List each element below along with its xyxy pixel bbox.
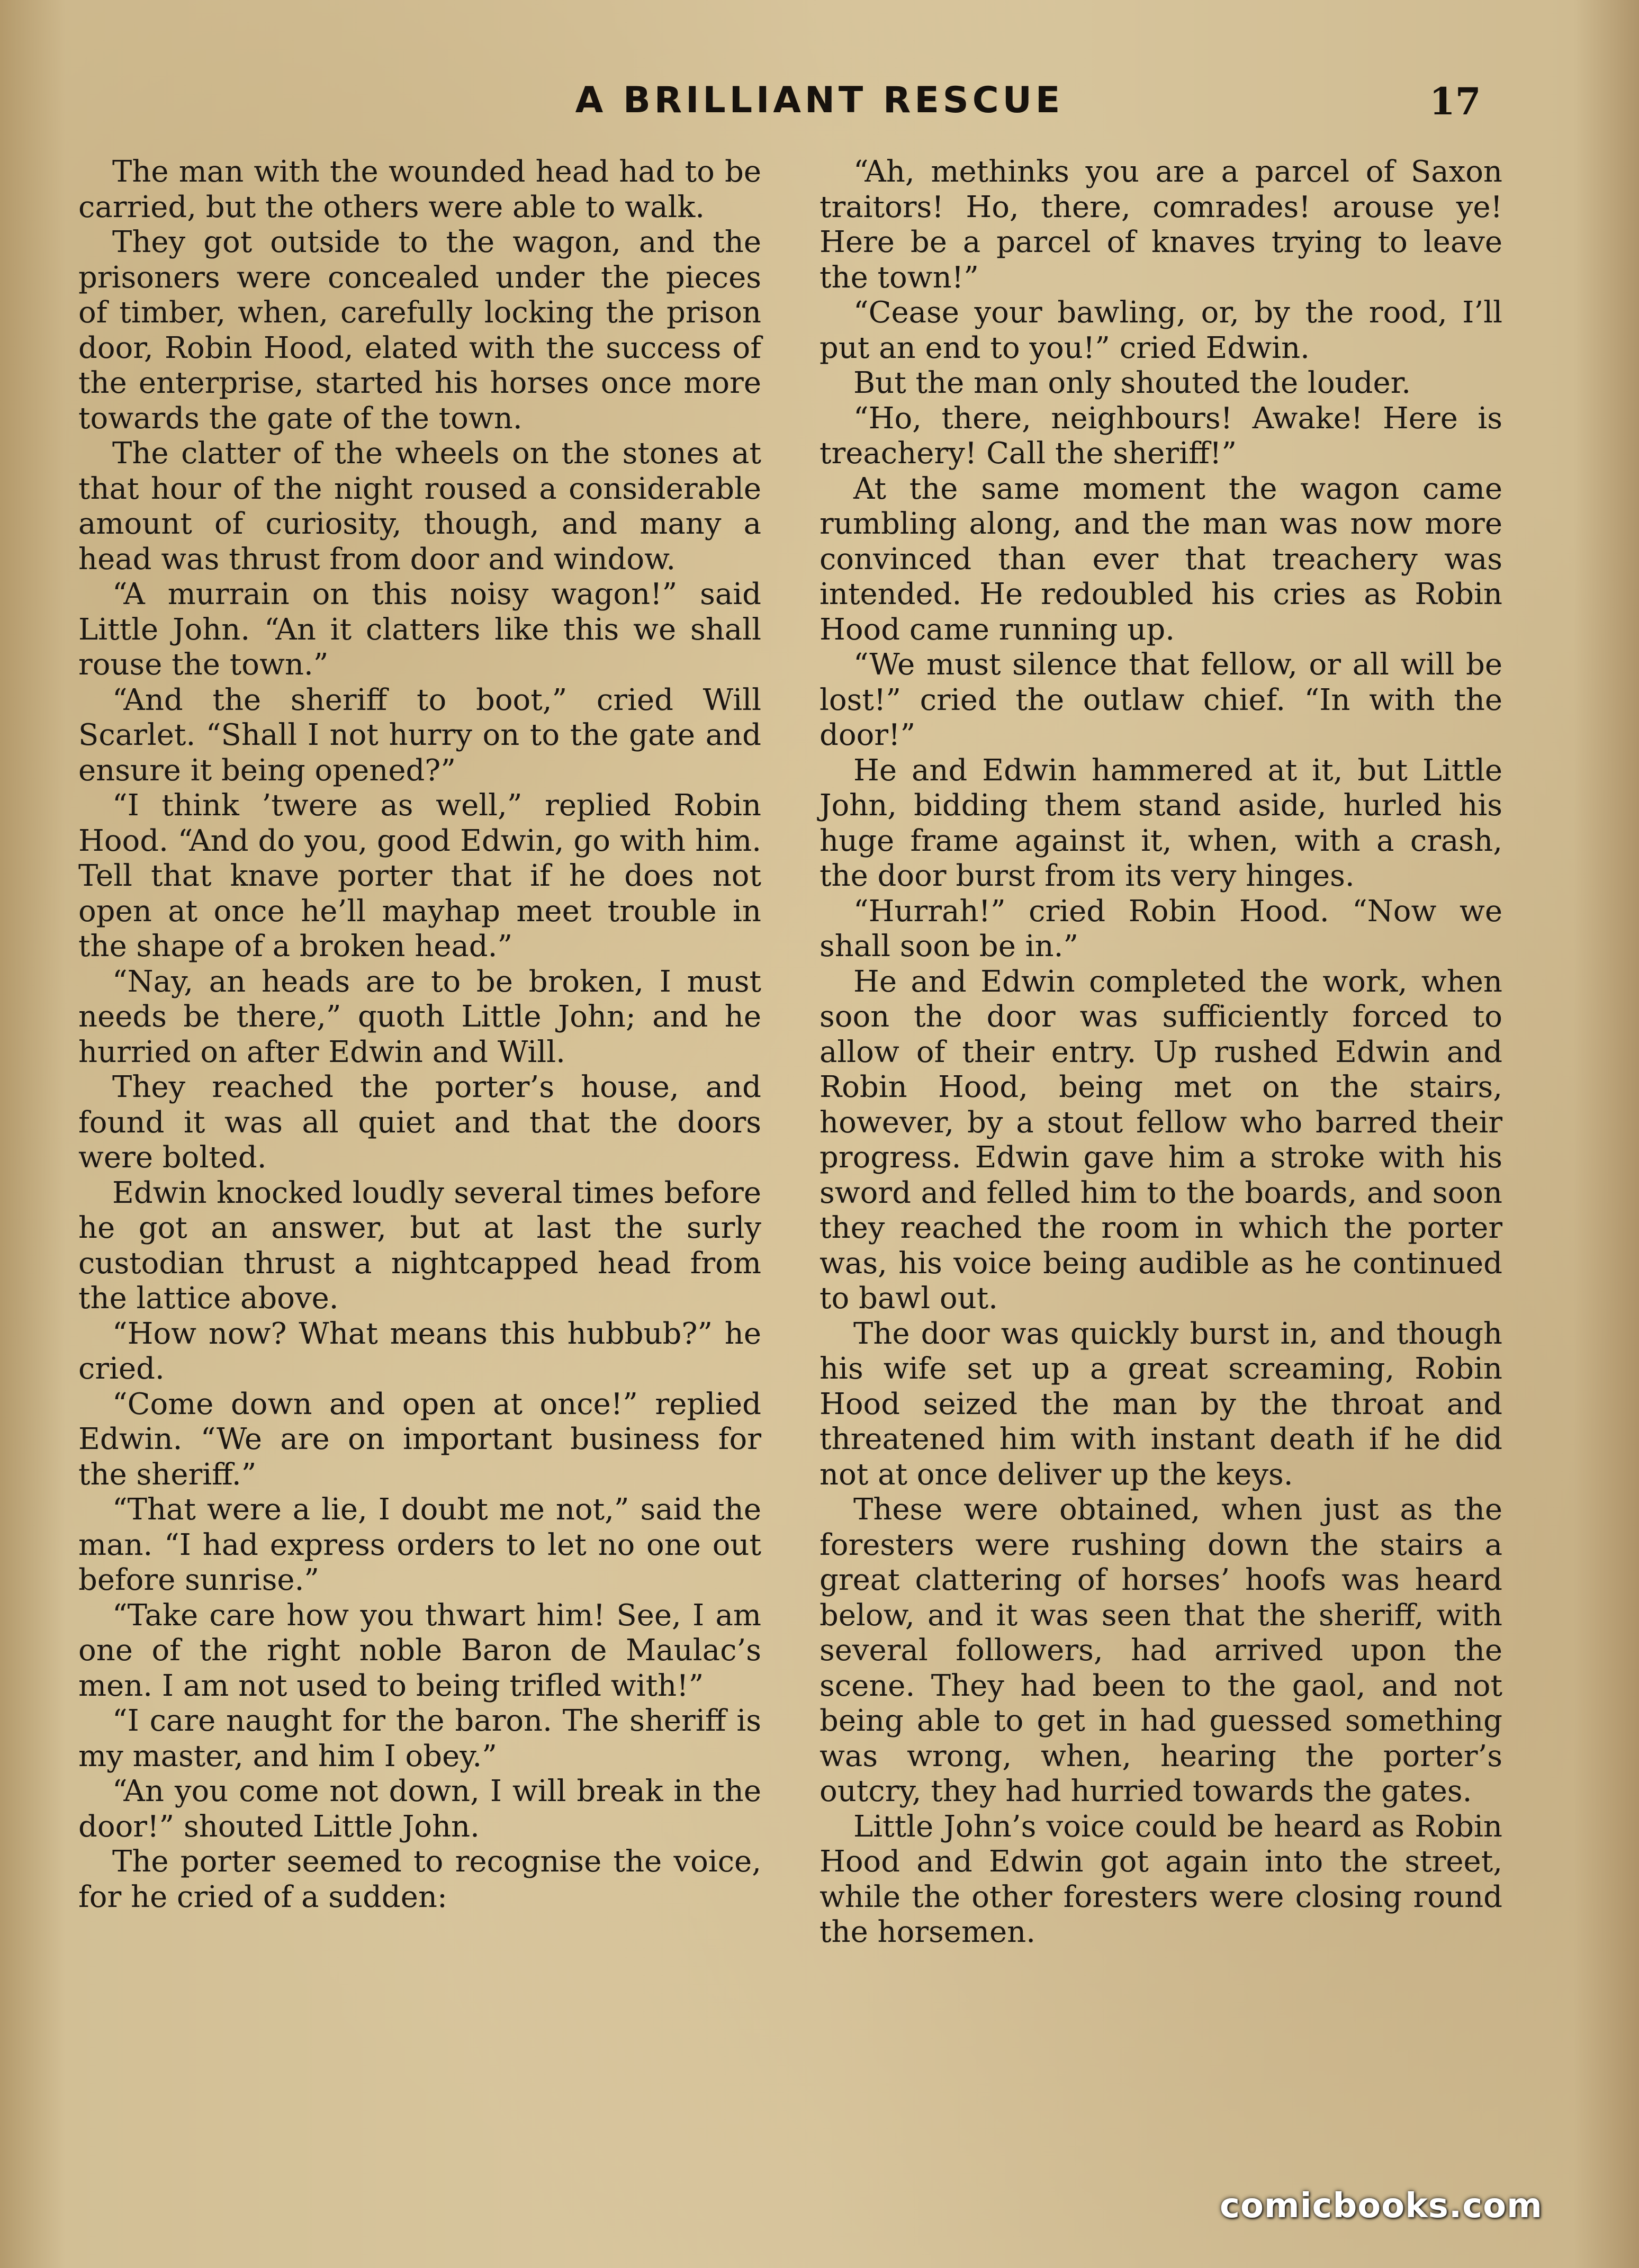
paragraph: “An you come not down, I will break in the door!” shouted Little John.	[78, 1774, 761, 1844]
site-watermark: comicbooks.com	[1220, 2186, 1543, 2226]
paragraph: “And the sheriff to boot,” cried Will Scarlet. “Shall I not hurry on to the gate and ensure it being opened?”	[78, 682, 761, 788]
running-header-title: A BRILLIANT RESCUE	[575, 79, 1064, 121]
paragraph: “How now? What means this hubbub?” he cried.	[78, 1316, 761, 1386]
paragraph: “A murrain on this noisy wagon!” said Little John. “An it clatters like this we shall rouse the town.”	[78, 577, 761, 682]
paragraph: “Come down and open at once!” replied Edwin. “We are on important business for the sheriff.”	[78, 1387, 761, 1492]
paragraph: The clatter of the wheels on the stones at that hour of the night roused a considerable amount of curiosity, though, and many a head was thrust from door and window.	[78, 436, 761, 577]
paragraph: “Cease your bawling, or, by the rood, I’ll put an end to you!” cried Edwin.	[820, 295, 1502, 365]
right-text-column	[820, 155, 1502, 1950]
paragraph: The man with the wounded head had to be carried, but the others were able to walk.	[78, 155, 761, 224]
paragraph: But the man only shouted the louder.	[853, 366, 1411, 400]
paragraph: The porter seemed to recognise the voice, for he cried of a sudden:	[78, 1844, 761, 1914]
paragraph: “I care naught for the baron. The sheriff is my master, and him I obey.”	[78, 1704, 761, 1774]
paragraph: “Hurrah!” cried Robin Hood. “Now we shall soon be in.”	[820, 894, 1502, 964]
paragraph: “Nay, an heads are to be broken, I must needs be there,” quoth Little John; and he hurried on after Edwin and Will.	[78, 964, 761, 1069]
paragraph: These were obtained, when just as the foresters were rushing down the stairs a great clattering of horses’ hoofs was heard below, and it was seen that the sheriff, with several followers, had arrived upon the scene. They had been to the gaol, and not being able to get in had guessed something was wrong, when, hearing the porter’s outcry, they had hurried towards the gates.	[820, 1492, 1502, 1808]
paragraph: Little John’s voice could be heard as Robin Hood and Edwin got again into the street, while the other foresters were closing round the horsemen.	[820, 1809, 1502, 1949]
paragraph: The door was quickly burst in, and though his wife set up a great screaming, Robin Hood seized the man by the throat and threatened him with instant death if he did not at once deliver up the keys.	[820, 1316, 1502, 1492]
paragraph: They reached the porter’s house, and found it was all quiet and that the doors were bolted.	[78, 1070, 761, 1175]
paragraph: “Ah, methinks you are a parcel of Saxon traitors! Ho, there, comrades! arouse ye! Here be a parcel of knaves trying to leave the town!”	[820, 155, 1502, 295]
paragraph: They got outside to the wagon, and the prisoners were concealed under the pieces of timber, when, carefully locking the prison door, Robin Hood, elated with the success of the enterprise, started his horses once more towards the gate of the town.	[78, 225, 761, 436]
paragraph: “I think ’twere as well,” replied Robin Hood. “And do you, good Edwin, go with him. Tell that knave porter that if he does not open at once he’ll mayhap meet trouble in the shape of a broken head.”	[78, 788, 761, 964]
paragraph: At the same moment the wagon came rumbling along, and the man was now more convinced than ever that treachery was intended. He redoubled his cries as Robin Hood came running up.	[820, 471, 1502, 647]
page-number: 17	[1429, 79, 1481, 123]
paragraph: He and Edwin hammered at it, but Little John, bidding them stand aside, hurled his huge frame against it, when, with a crash, the door burst from its very hinges.	[820, 753, 1502, 893]
left-text-column	[78, 155, 761, 1915]
paragraph: “Ho, there, neighbours! Awake! Here is treachery! Call the sheriff!”	[820, 401, 1502, 471]
paragraph: He and Edwin completed the work, when soon the door was sufficiently forced to allow of their entry. Up rushed Edwin and Robin Hood, being met on the stairs, however, by a stout fellow who barred their progress. Edwin gave him a stroke with his sword and felled him to the boards, and soon they reached the room in which the porter was, his voice being audible as he continued to bawl out.	[820, 964, 1502, 1316]
paragraph: “We must silence that fellow, or all will be lost!” cried the outlaw chief. “In with the door!”	[820, 647, 1502, 752]
paragraph: “That were a lie, I doubt me not,” said the man. “I had express orders to let no one out before sunrise.”	[78, 1492, 761, 1597]
paragraph: “Take care how you thwart him! See, I am one of the right noble Baron de Maulac’s men. I am not used to being trifled with!”	[78, 1598, 761, 1703]
paragraph: Edwin knocked loudly several times before he got an answer, but at last the surly custodian thrust a nightcapped head from the lattice above.	[78, 1175, 761, 1316]
